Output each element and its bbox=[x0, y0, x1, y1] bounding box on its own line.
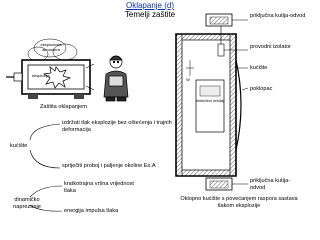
right-figure-caption: Oklopno kućište s povećanjem raspora sastava tlakom eksplozije bbox=[180, 196, 298, 209]
label-entry-top: priključna kutija-odvod bbox=[250, 13, 306, 19]
mindmap-housing: kućište bbox=[10, 143, 28, 149]
page-subtitle: Temelji zaštite bbox=[124, 10, 176, 19]
page-title[interactable]: Oklapanje (d) bbox=[125, 1, 175, 10]
mindmap-branch-2: spriječiti proboj i paljenje okoline Ex.A bbox=[62, 163, 156, 169]
label-insulator: provodni izolator bbox=[250, 44, 292, 50]
mindmap-branch-1: izdržati tlak eksplozije bez oštećenja i trajnih deformacija bbox=[62, 120, 172, 133]
label-entry-bottom: priključna kutija-odvod bbox=[250, 178, 291, 191]
label-inner-device: električni uređaj bbox=[196, 98, 225, 103]
mindmap-dynamic-stress: dinamičko naprezanje bbox=[13, 197, 41, 210]
mindmap-branch-3: kratkotrajna vršna vrijednost tlaka bbox=[64, 181, 134, 194]
explosion-label: eksplozija bbox=[32, 73, 50, 78]
mindmap-branch-4: energija impulsa tlaka bbox=[64, 208, 119, 214]
atmosphere-label: eksplozivna atmosfera bbox=[40, 42, 62, 52]
worker-figure-icon bbox=[104, 56, 128, 101]
label-housing: kućište bbox=[250, 65, 268, 71]
left-figure-caption: Zaštita oklapanjem bbox=[40, 104, 87, 110]
label-w: W bbox=[186, 77, 190, 82]
label-cover: poklopac bbox=[250, 86, 273, 92]
